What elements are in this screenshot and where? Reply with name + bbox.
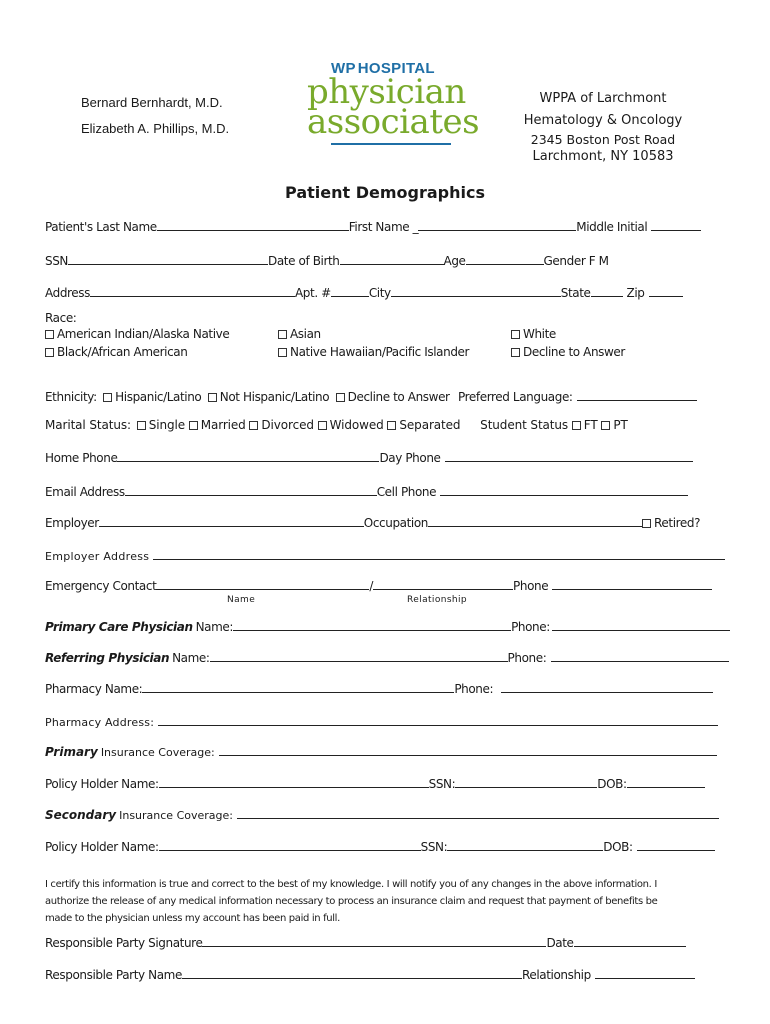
date-field[interactable]	[574, 934, 686, 947]
logo-underline	[331, 143, 451, 145]
date-label: Date	[546, 936, 574, 950]
policy-holder-2-label: Policy Holder Name:	[45, 840, 159, 854]
student-pt[interactable]	[601, 418, 627, 432]
city-field[interactable]	[391, 284, 561, 297]
marital-married[interactable]	[189, 418, 246, 432]
race-option-native-hawaiian[interactable]	[278, 345, 469, 359]
practice-city: Larchmont, NY 10583	[532, 149, 674, 164]
secondary-insurance-bold: Secondary	[45, 808, 117, 822]
dob-field[interactable]	[340, 252, 444, 265]
marital-option-label: Widowed	[329, 418, 384, 432]
emergency-row	[45, 577, 712, 593]
last-name-field[interactable]	[157, 218, 349, 231]
employer-field[interactable]	[99, 514, 364, 527]
race-option-american-indian[interactable]	[45, 327, 229, 341]
certification-line-1: I certify this information is true and correct to the best of my knowledge. I will notify you of any changes in the above information. I	[45, 879, 657, 890]
policy-dob-1-field[interactable]	[627, 775, 705, 788]
policy-holder-1-row	[45, 775, 705, 791]
cell-phone-label: Cell Phone	[376, 485, 437, 499]
race-option-asian[interactable]	[278, 327, 321, 341]
relationship-label: Relationship	[521, 968, 591, 982]
occupation-field[interactable]	[428, 514, 642, 527]
employer-address-row	[45, 547, 725, 563]
checkbox[interactable]	[511, 348, 520, 357]
relationship-field[interactable]	[595, 966, 695, 979]
responsible-name-row	[45, 966, 695, 982]
pharmacy-name-field[interactable]	[142, 680, 454, 693]
emergency-contact-label: Emergency Contact	[45, 579, 157, 593]
ssn-field[interactable]	[68, 252, 268, 265]
checkbox[interactable]	[45, 330, 54, 339]
policy-dob-1-label: DOB:	[597, 777, 627, 791]
pcp-row	[45, 618, 730, 634]
checkbox[interactable]	[249, 421, 258, 430]
preferred-language-label: Preferred Language:	[458, 390, 573, 404]
phone-row	[45, 449, 693, 465]
marital-label: Marital Status:	[45, 418, 131, 432]
primary-insurance-field[interactable]	[219, 743, 717, 756]
race-option-decline[interactable]	[511, 345, 625, 359]
practice-specialty: Hematology & Oncology	[523, 113, 683, 128]
referring-name-field[interactable]	[210, 649, 508, 662]
referring-phone-label: Phone:	[507, 651, 547, 665]
policy-ssn-2-field[interactable]	[447, 838, 603, 851]
signature-field[interactable]	[202, 934, 546, 947]
policy-ssn-2-label: SSN:	[420, 840, 448, 854]
doctor-name-1: Bernard Bernhardt, M.D.	[81, 95, 223, 110]
checkbox[interactable]	[278, 348, 287, 357]
race-label: Race:	[45, 311, 77, 325]
emergency-slash: /	[369, 579, 374, 593]
race-option-label: Native Hawaiian/Pacific Islander	[290, 345, 470, 359]
home-phone-field[interactable]	[117, 449, 379, 462]
ethnicity-label: Ethnicity:	[45, 390, 97, 404]
pharmacy-phone-field[interactable]	[501, 680, 713, 693]
marital-divorced[interactable]	[249, 418, 314, 432]
policy-ssn-1-label: SSN:	[428, 777, 456, 791]
apt-field[interactable]	[331, 284, 369, 297]
first-name-field[interactable]	[418, 218, 576, 231]
checkbox[interactable]	[189, 421, 198, 430]
middle-initial-field[interactable]	[651, 218, 701, 231]
student-status-label: Student Status	[480, 418, 569, 432]
email-field[interactable]	[125, 483, 377, 496]
checkbox[interactable]	[278, 330, 287, 339]
primary-insurance-label: Insurance Coverage:	[100, 746, 215, 759]
middle-initial-label: Middle Initial	[576, 220, 648, 234]
day-phone-field[interactable]	[445, 449, 693, 462]
practice-street: 2345 Boston Post Road	[530, 132, 676, 147]
marital-option-label: Married	[200, 418, 246, 432]
home-phone-label: Home Phone	[45, 451, 118, 465]
pharmacy-phone-label: Phone:	[454, 682, 494, 696]
certification-line-2: authorize the release of any medical information necessary to process an insurance claim and request that payment of benefits be	[45, 896, 658, 907]
marital-single[interactable]	[137, 418, 185, 432]
retired-label: Retired?	[654, 516, 701, 530]
address-row	[45, 284, 683, 300]
ssn-row	[45, 252, 609, 268]
secondary-insurance-row	[45, 806, 719, 822]
ethnicity-decline[interactable]	[336, 390, 450, 404]
ethnicity-option-label: Not Hispanic/Latino	[219, 390, 330, 404]
policy-holder-2-field[interactable]	[159, 838, 421, 851]
employer-address-label: Employer Address	[45, 550, 150, 563]
emergency-relationship-field[interactable]	[373, 577, 513, 590]
checkbox[interactable]	[208, 393, 217, 402]
race-option-white[interactable]	[511, 327, 556, 341]
signature-row	[45, 934, 686, 950]
logo-hospital: HOSPITAL	[357, 60, 435, 77]
address-label: Address	[45, 286, 90, 300]
race-option-black[interactable]	[45, 345, 187, 359]
occupation-label: Occupation	[363, 516, 429, 530]
preferred-language-field[interactable]	[577, 388, 697, 401]
apt-label: Apt. #	[295, 286, 331, 300]
primary-insurance-bold: Primary	[45, 745, 98, 759]
responsible-name-label: Responsible Party Name	[45, 968, 182, 982]
ssn-label: SSN	[45, 254, 69, 268]
policy-holder-2-row	[45, 838, 715, 854]
city-label: City	[368, 286, 391, 300]
email-row	[45, 483, 688, 499]
emergency-phone-label: Phone	[513, 579, 549, 593]
practice-name: WPPA of Larchmont	[539, 91, 667, 106]
checkbox[interactable]	[137, 421, 146, 430]
practice-address	[520, 89, 686, 165]
student-option-label: FT	[583, 418, 598, 432]
checkbox[interactable]	[642, 519, 651, 528]
certification-line-3: made to the physician unless my account has been paid in full.	[45, 913, 340, 924]
age-field[interactable]	[466, 252, 544, 265]
policy-ssn-1-field[interactable]	[455, 775, 597, 788]
pharmacy-address-label: Pharmacy Address:	[45, 716, 155, 729]
address-field[interactable]	[90, 284, 295, 297]
race-option-label: American Indian/Alaska Native	[57, 327, 230, 341]
employer-row	[45, 514, 700, 530]
first-name-label: First Name _	[348, 220, 419, 234]
race-option-label: White	[523, 327, 556, 341]
policy-holder-1-label: Policy Holder Name:	[45, 777, 159, 791]
pcp-label-bold: Primary Care Physician	[45, 620, 193, 634]
state-label: State	[560, 286, 591, 300]
referring-row	[45, 649, 729, 665]
marital-widowed[interactable]	[318, 418, 384, 432]
secondary-insurance-field[interactable]	[237, 806, 719, 819]
email-label: Email Address	[45, 485, 125, 499]
logo-associates: associates	[307, 102, 480, 142]
day-phone-label: Day Phone	[379, 451, 441, 465]
marital-row	[45, 418, 628, 432]
pcp-name-label: Name:	[195, 620, 234, 634]
checkbox[interactable]	[511, 330, 520, 339]
referring-phone-field[interactable]	[551, 649, 729, 662]
referring-label-bold: Referring Physician	[45, 651, 170, 665]
ethnicity-option-label: Decline to Answer	[347, 390, 450, 404]
checkbox[interactable]	[336, 393, 345, 402]
cell-phone-field[interactable]	[440, 483, 688, 496]
ethnicity-option-label: Hispanic/Latino	[115, 390, 202, 404]
ethnicity-hispanic[interactable]	[103, 390, 201, 404]
emergency-name-caption: Name	[227, 595, 256, 605]
pcp-phone-field[interactable]	[552, 618, 730, 631]
retired-option[interactable]	[642, 516, 700, 530]
emergency-relationship-caption: Relationship	[407, 595, 468, 605]
primary-insurance-row	[45, 743, 717, 759]
zip-label: Zip	[626, 286, 645, 300]
name-row	[45, 218, 701, 234]
dob-label: Date of Birth	[268, 254, 340, 268]
marital-option-label: Separated	[399, 418, 461, 432]
zip-field[interactable]	[649, 284, 683, 297]
pcp-name-field[interactable]	[233, 618, 511, 631]
checkbox[interactable]	[601, 421, 610, 430]
student-option-label: PT	[613, 418, 628, 432]
checkbox[interactable]	[103, 393, 112, 402]
pharmacy-row	[45, 680, 713, 696]
pharmacy-name-label: Pharmacy Name:	[45, 682, 143, 696]
race-option-label: Black/African American	[57, 345, 188, 359]
employer-label: Employer	[45, 516, 99, 530]
emergency-name-field[interactable]	[156, 577, 369, 590]
marital-separated[interactable]	[387, 418, 460, 432]
logo-physician: physician	[307, 72, 466, 112]
race-option-label: Decline to Answer	[523, 345, 625, 359]
doctor-name-2: Elizabeth A. Phillips, M.D.	[81, 121, 230, 136]
employer-address-field[interactable]	[153, 547, 725, 560]
marital-option-label: Divorced	[261, 418, 314, 432]
last-name-label: Patient's Last Name	[45, 220, 157, 234]
secondary-insurance-label: Insurance Coverage:	[119, 809, 233, 822]
logo-mark: WP	[331, 60, 356, 77]
marital-option-label: Single	[148, 418, 185, 432]
hospital-logo	[307, 58, 480, 145]
signature-label: Responsible Party Signature	[45, 936, 203, 950]
checkbox[interactable]	[572, 421, 581, 430]
pharmacy-address-field[interactable]	[158, 713, 718, 726]
page-title: Patient Demographics	[285, 183, 485, 202]
pcp-phone-label: Phone:	[511, 620, 550, 634]
checkbox[interactable]	[318, 421, 327, 430]
referring-name-label: Name:	[172, 651, 210, 665]
age-label: Age	[443, 254, 466, 268]
certification-text	[45, 876, 657, 927]
pharmacy-address-row	[45, 713, 718, 729]
policy-dob-2-label: DOB:	[603, 840, 633, 854]
emergency-phone-field[interactable]	[552, 577, 712, 590]
checkbox[interactable]	[387, 421, 396, 430]
gender-label[interactable]: Gender F M	[543, 254, 609, 268]
ethnicity-row	[45, 388, 697, 404]
state-field[interactable]	[591, 284, 623, 297]
race-option-label: Asian	[290, 327, 321, 341]
ethnicity-not-hispanic[interactable]	[208, 390, 329, 404]
responsible-name-field[interactable]	[182, 966, 522, 979]
policy-dob-2-field[interactable]	[637, 838, 715, 851]
checkbox[interactable]	[45, 348, 54, 357]
student-ft[interactable]	[572, 418, 598, 432]
policy-holder-1-field[interactable]	[159, 775, 429, 788]
